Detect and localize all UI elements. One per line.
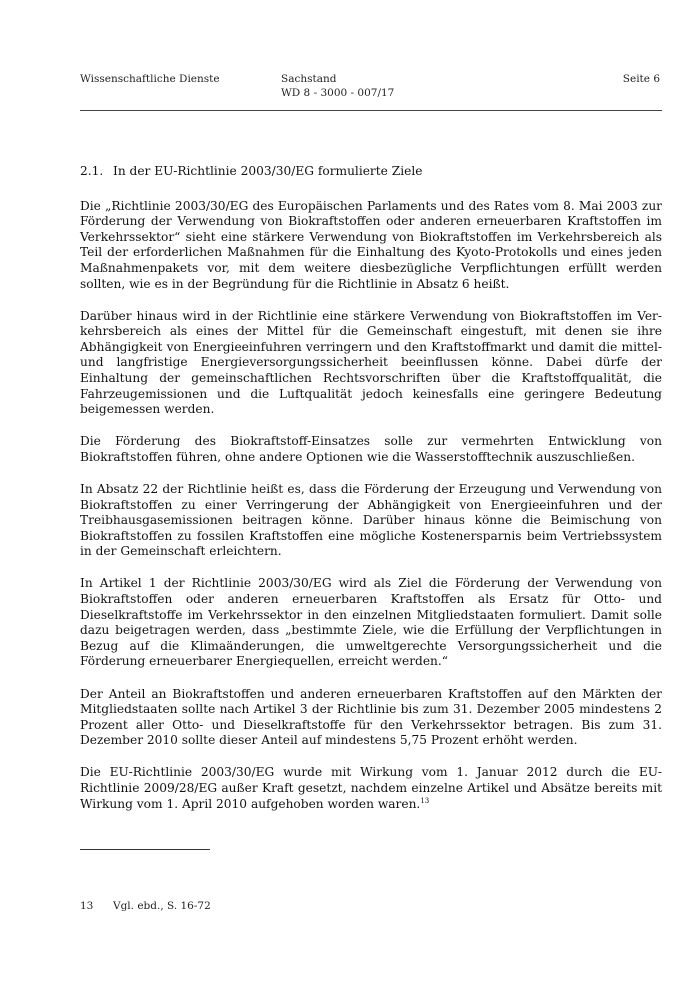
paragraph-text: Die EU-Richtlinie 2003/30/EG wurde mit Wirkung vom 1. Januar 2012 durch die EU-Richtlinie 2009/28/EG außer Kraft gesetzt, nachdem einzelne Artikel und Absätze bereits mit Wirkung vom 1. April 2010 aufgehoben worden waren.	[80, 765, 662, 811]
paragraph: In Absatz 22 der Richtlinie heißt es, dass die Förderung der Erzeugung und Verwendung von Biokraftstoffen zu einer Verringerung der Abhängigkeit von Energieeinfuhren und der Treibhausgasemissionen beitragen könne. Darüber hinaus könne die Beimischung von Biokraftstoffen zu fossilen Kraftstoffen eine mögliche Kostenersparnis beim Vertriebssystem in der Gemeinschaft erleichtern.	[80, 482, 662, 559]
paragraph: Darüber hinaus wird in der Richtlinie eine stärkere Verwendung von Biokraftstoffen im Verkehrsbereich als eines der Mittel für die Gemeinschaft eingestuft, mit denen sie ihre Abhängigkeit von Energieeinfuhren verringern und den Kraftstoffmarkt und damit die mittel- und langfristige Energieversorgungssicherheit beeinflussen könne. Dabei dürfe der Einhaltung der gemeinschaftlichen Rechtsvorschriften über die Kraftstoffqualität, die Fahrzeugemissionen und die Luftqualität jedoch keinesfalls eine geringere Bedeutung beigemessen werden.	[80, 308, 662, 417]
header-divider	[80, 110, 662, 111]
footnote-reference[interactable]: 13	[420, 796, 430, 805]
section-number: 2.1.	[80, 164, 104, 178]
header-document-type: Sachstand	[281, 73, 337, 85]
section-heading	[80, 164, 662, 180]
footnote-text: Vgl. ebd., S. 16-72	[113, 900, 211, 912]
header-document-reference: WD 8 - 3000 - 007/17	[281, 87, 395, 99]
footnote-divider	[80, 849, 210, 850]
footnote-number: 13	[80, 900, 94, 912]
document-body	[80, 164, 662, 829]
paragraph: Der Anteil an Biokraftstoffen und anderen erneuerbaren Kraftstoffen auf den Märkten der Mitgliedstaaten sollte nach Artikel 3 der Richtlinie bis zum 31. Dezember 2005 mindestens 2 Prozent aller Otto- und Dieselkraftstoffe für den Verkehrssektor betragen. Bis zum 31. Dezember 2010 sollte dieser Anteil auf mindestens 5,75 Prozent erhöht werden.	[80, 686, 662, 748]
footnote	[80, 899, 211, 913]
paragraph: Die Förderung des Biokraftstoff-Einsatzes solle zur vermehrten Entwicklung von Biokraftstoffen führen, ohne andere Optionen wie die Wasserstofftechnik auszuschließen.	[80, 434, 662, 464]
paragraph-with-footnote	[80, 765, 662, 812]
header-page-number: Seite 6	[622, 73, 660, 85]
section-title: In der EU-Richtlinie 2003/30/EG formulierte Ziele	[113, 164, 423, 178]
header-organization: Wissenschaftliche Dienste	[80, 73, 220, 85]
paragraph: Die „Richtlinie 2003/30/EG des Europäischen Parlaments und des Rates vom 8. Mai 2003 zur Förderung der Verwendung von Biokraftstoffen oder anderen erneuerbaren Kraftstoffen im Verkehrssektor“ sieht eine stärkere Verwendung von Biokraftstoffen im Verkehrsbereich als Teil der erforderlichen Maßnahmen für die Einhaltung des Kyoto-Protokolls und eines jeden Maßnahmenpakets vor, mit dem weitere diesbezügliche Verpflichtungen erfüllt werden sollten, wie es in der Begründung für die Richtlinie in Absatz 6 heißt.	[80, 198, 662, 291]
header-document-info	[281, 72, 394, 100]
paragraph: In Artikel 1 der Richtlinie 2003/30/EG wird als Ziel die Förderung der Verwendung von Biokraftstoffen oder anderen erneuerbaren Kraftstoffen als Ersatz für Otto- und Dieselkraftstoffe im Verkehrssektor in den einzelnen Mitgliedstaaten formuliert. Damit solle dazu beigetragen werden, dass „bestimmte Ziele, wie die Erfüllung der Verpflichtungen in Bezug auf die Klimaänderungen, die umweltgerechte Versorgungssicherheit und die Förderung erneuerbarer Energiequellen, erreicht werden.“	[80, 576, 662, 669]
